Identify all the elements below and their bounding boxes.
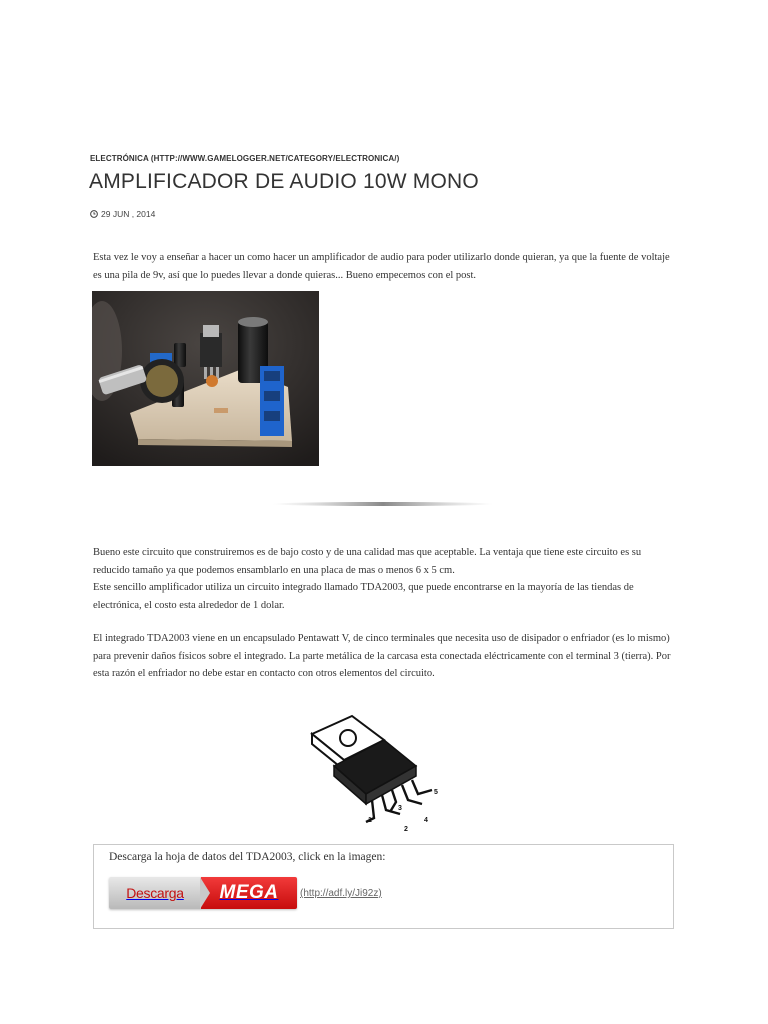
download-text: Descarga la hoja de datos del TDA2003, click en la imagen: xyxy=(109,851,386,863)
category-link[interactable]: ELECTRÓNICA (HTTP://WWW.GAMELOGGER.NET/CATEGORY/ELECTRONICA/) xyxy=(90,154,400,163)
download-box xyxy=(93,844,674,929)
post-title: AMPLIFICADOR DE AUDIO 10W MONO xyxy=(89,170,479,193)
mega-download-button[interactable] xyxy=(109,877,297,909)
pin-label: 5 xyxy=(434,789,438,796)
pin-label: 3 xyxy=(398,805,402,812)
pin-label: 1 xyxy=(368,817,372,824)
clock-icon xyxy=(90,210,98,218)
post-date-text: 29 JUN , 2014 xyxy=(101,209,156,219)
post-date xyxy=(90,209,155,219)
mega-button-right-label: MEGA xyxy=(201,877,297,909)
amplifier-photo-image xyxy=(92,291,319,466)
tda2003-chip-image xyxy=(308,710,444,835)
intro-paragraph: Esta vez le voy a enseñar a hacer un como hacer un amplificador de audio para poder utilizarlo donde quieran, ya que la fuente de voltaje es una pila de 9v, así que lo puedes llevar a donde quieras... Bueno empecemos con el post. xyxy=(93,252,670,281)
tda2003-diagram xyxy=(308,710,444,835)
pin-label: 4 xyxy=(424,817,428,824)
mega-button-left-label: Descarga xyxy=(109,877,201,909)
download-url-link[interactable]: (http://adf.ly/Ji92z) xyxy=(300,888,382,899)
paragraph-4: El integrado TDA2003 viene en un encapsulado Pentawatt V, de cinco terminales que necesita uso de disipador o enfriador (es lo mismo) para prevenir daños físicos sobre el integrado. La parte metálica de la carcasa esta conectada eléctricamente con el terminal 3 (tierra). Por esta razón el enfriador no debe estar en contacto con otros elementos del circuito. xyxy=(93,633,671,679)
paragraph-3: Este sencillo amplificador utiliza un circuito integrado llamado TDA2003, que puede encontrarse en la mayoría de las tiendas de electrónica, el costo esta alrededor de 1 dolar. xyxy=(93,582,634,611)
separator-line xyxy=(272,501,494,507)
paragraph-2: Bueno este circuito que construiremos es de bajo costo y de una calidad mas que aceptable. La ventaja que tiene este circuito es su reducido tamaño ya que podemos ensamblarlo en una placa de mas o menos 6 x 5 cm. xyxy=(93,547,642,576)
amplifier-photo xyxy=(92,291,319,466)
pin-label: 2 xyxy=(404,826,408,833)
